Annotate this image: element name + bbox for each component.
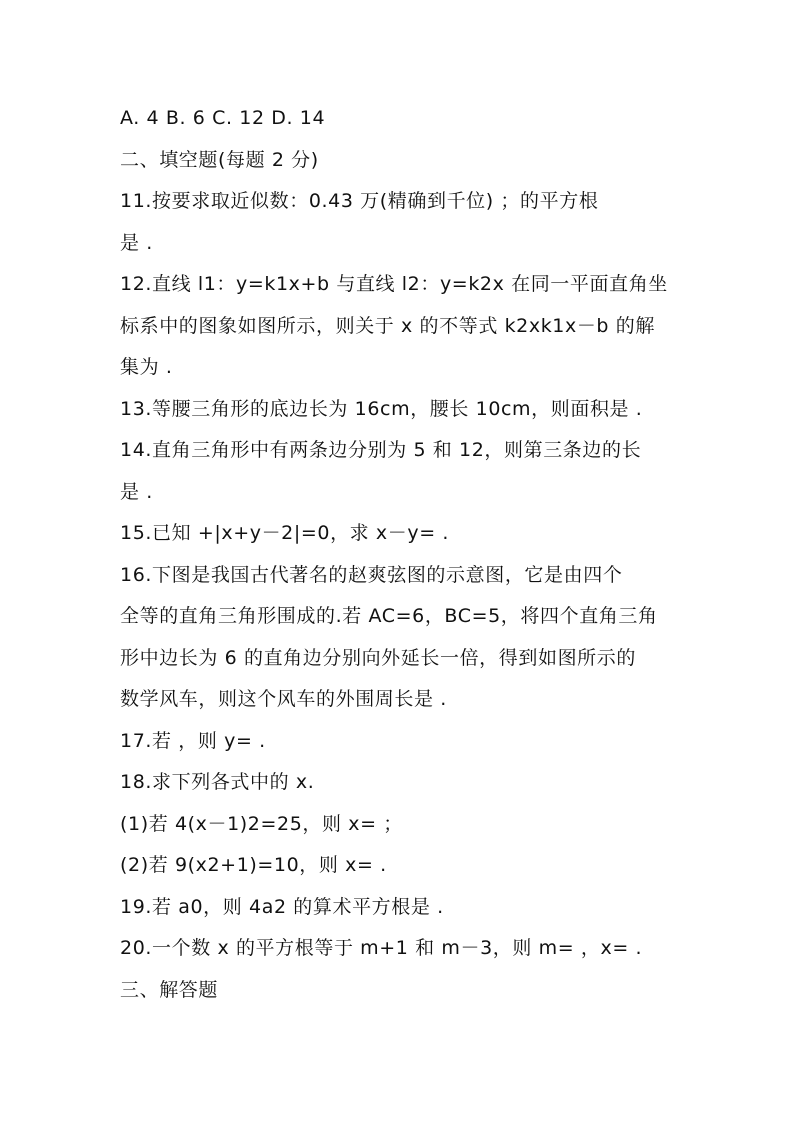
question-13-line: 13.等腰三角形的底边长为 16cm，腰长 10cm，则面积是 .	[120, 398, 643, 420]
question-14-line-1: 14.直角三角形中有两条边分别为 5 和 12，则第三条边的长	[120, 439, 642, 461]
question-12-line-2: 标系中的图象如图所示，则关于 x 的不等式 k2xk1x－b 的解	[120, 315, 655, 337]
question-15-line: 15.已知 +|x+y－2|=0，求 x－y= .	[120, 522, 450, 544]
section-heading-solutions: 三、解答题	[120, 979, 219, 1001]
question-11-line-1: 11.按要求取近似数：0.43 万(精确到千位) ；的平方根	[120, 190, 599, 212]
question-18-line: 18.求下列各式中的 x.	[120, 771, 315, 793]
question-16-line-4: 数学风车，则这个风车的外围周长是 .	[120, 688, 447, 710]
question-18-part-1: (1)若 4(x－1)2=25，则 x= ；	[120, 813, 403, 835]
question-16-line-2: 全等的直角三角形围成的.若 AC=6，BC=5，将四个直角三角	[120, 605, 658, 627]
question-14-line-2: 是 .	[120, 481, 153, 503]
question-12-line-3: 集为 .	[120, 356, 173, 378]
section-heading-fill-blank: 二、填空题(每题 2 分)	[120, 149, 319, 171]
question-16-line-3: 形中边长为 6 的直角边分别向外延长一倍，得到如图所示的	[120, 647, 636, 669]
question-17-line: 17.若 ，则 y= .	[120, 730, 266, 752]
question-19-line: 19.若 a0，则 4a2 的算术平方根是 .	[120, 896, 444, 918]
question-18-part-2: (2)若 9(x2+1)=10，则 x= .	[120, 854, 387, 876]
question-11-line-2: 是 .	[120, 232, 153, 254]
question-16-line-1: 16.下图是我国古代著名的赵爽弦图的示意图，它是由四个	[120, 564, 623, 586]
choice-options-line: A. 4 B. 6 C. 12 D. 14	[120, 107, 326, 129]
question-12-line-1: 12.直线 l1：y=k1x+b 与直线 l2：y=k2x 在同一平面直角坐	[120, 273, 668, 295]
question-20-line: 20.一个数 x 的平方根等于 m+1 和 m－3，则 m= ，x= .	[120, 937, 643, 959]
